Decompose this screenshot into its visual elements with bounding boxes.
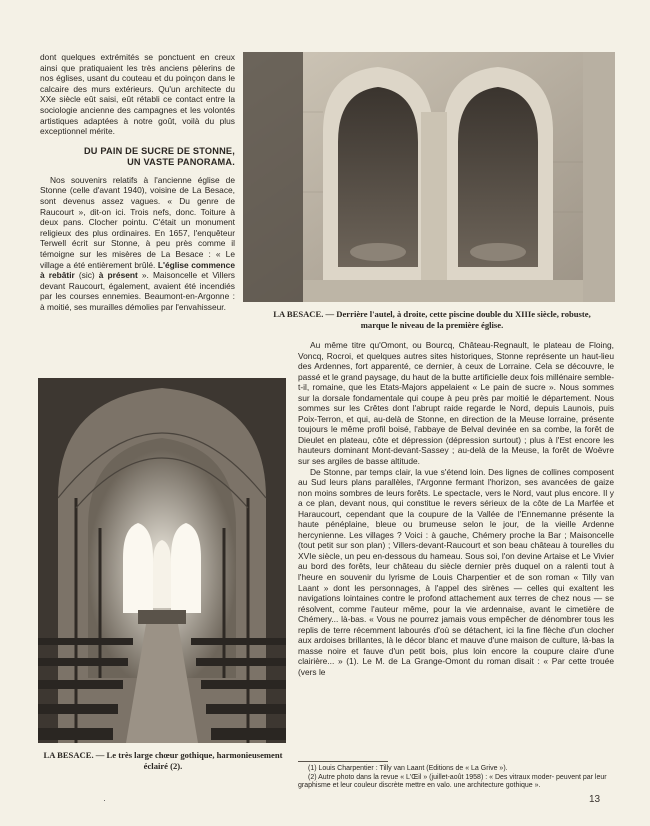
section-heading-line2: UN VASTE PANORAMA.	[127, 156, 235, 167]
footnote-rule	[298, 761, 388, 762]
bold-quote: L'église commence à rebâtir	[40, 259, 235, 281]
bold-quote: à présent	[98, 270, 138, 281]
paragraph-text: ». Maisoncelle et Villers devant Raucourt, également, avaient été incendiés par les courses ennemies. Beaumont-en-Argonne : à moitié, ses murailles démolies par l'envahisseur.	[40, 270, 235, 312]
photo-altar-piscina	[243, 52, 615, 302]
footnote-1: (1) Louis Charpentier : Tilly van Laant (Editions de « La Grive »).	[308, 765, 508, 772]
paragraph-text: Nos souvenirs relatifs à l'ancienne église de Stonne (celle d'avant 1940), voisine de La Besace, sont devenus assez vagues. « Du genre de Raucourt », dit-on ici. Trois nefs, donc. Toiture à deux pans. Clocher pointu. C'était un monument religieux des plus ordinaires. En 1657, l'enquêteur Terwell écrit sur Stonne, à peu près comme il témoigne sur les misères de La Besace : « Le village a été entièrement brûlé.	[40, 174, 235, 270]
intro-paragraph: dont quelques extrémités se ponctuent en creux ainsi que pratiquaient les très anciens pèlerins de nos églises, usant du couteau et du poinçon dans le calcaire des murs extérieurs. Qu'un architecte du XXe siècle eût saisi, eût rétabli ce contact entre la sociologie ancienne des campagnes et les volontés artistiques adaptées à notre goût, voilà du plus exceptionnel mérite.	[40, 52, 235, 137]
gothic-choir-illustration	[38, 378, 286, 743]
bottom-dot: ·	[103, 795, 106, 805]
footnotes	[298, 761, 614, 791]
photo-gothic-choir	[38, 378, 286, 743]
section-heading	[40, 146, 235, 168]
stonne-paragraph	[40, 175, 235, 313]
caption-bottom-photo: LA BESACE. — Le très large chœur gothique, harmonieusement éclairé (2).	[43, 750, 283, 771]
right-column-text	[298, 340, 614, 678]
paragraph-text: (sic)	[74, 270, 99, 281]
footnote-2: (2) Autre photo dans la revue « L'Œil » (juillet-août 1958) : « Des vitraux moder- peuvent par leur graphisme et leur couleur discrète mettre en valo. une architecture gothique ».	[298, 773, 607, 790]
caption-top-photo: LA BESACE. — Derrière l'autel, à droite, cette piscine double du XIIIe siècle, robuste, marque le niveau de la première église.	[273, 309, 591, 330]
page-number: 13	[589, 794, 601, 805]
section-heading-line1: DU PAIN DE SUCRE DE STONNE,	[83, 145, 235, 156]
panorama-paragraph-1: Au même titre qu'Omont, ou Bourcq, Château-Regnault, le plateau de Floing, Voncq, Rocroi, et quelques autres sites historiques, Stonne représente un haut-lieu des Ardennes, fort apparenté, ce dernier, à ceux de Lorraine. Cela se découvre, le passé et le grand paysage, du haut de la butte artificielle deux fois millénaire semble-t-il, romaine, que les Etats-Majors appelaient « Le pain de sucre ». Nous sommes sur la dorsale fondamentale qui coupe à peu près par moitié le département. Nous sommes sur les Crêtes dont l'abrupt raide regarde le Nord, depuis Launois, puis Poix-Terron, et qui, au-delà de Stonne, en direction de la Meuse lorraine, présente toujours le même profil boisé, l'abbaye de Belval devinée en sa combe, la forêt de Dieulet en plateau, côte et dépression (dépression surtout) ; plus à l'Est encore les hauteurs dominant Mont-devant-Sassey ; au-delà de la Meuse, la forêt de Woëvre sur ses argiles de basse altitude.	[298, 340, 614, 467]
altar-piscina-illustration	[243, 52, 615, 302]
panorama-paragraph-2: De Stonne, par temps clair, la vue s'étend loin. Des lignes de collines composent au Sud leurs plans parallèles, l'Argonne fermant l'horizon, ses avancées de gaize non moins sombres de leurs forêts. Le spectacle, vers le Nord, vaut plus encore. Il y a ce plan, devant nous, qui constitue le revers sérieux de la côte de La Marfée et Haraucourt, cependant que la coupure de la Vallée de l'Ennemanne présente la haute pénéplaine, bleue ou brumeuse selon le jour, de la vieille Ardenne hercynienne. Les villages ? Voici : à gauche, Chémery proche la Bar ; Maisoncelle (tout petit sur son plan) ; Villers-devant-Raucourt et son beau château à tourelles du XVIe siècle, un peu en-dessous du hameau. Sous soi, l'on devine Artaise et Le Vivier au bord des forêts, leur château du siècle dernier près duquel on a ralenti tout à l'heure en souvenir du lyrisme de Louis Charpentier et de son roman « Tilly van Laant » dont les personnages, à l'appel des sirènes — celles qui exaltent les navigations lointaines contre le profond attachement aux terres de chez nous — se résolvent, comme l'auteur même, pour la vie ardennaise, avant le cimetière de Chémery... là-bas. « Vous ne pourrez jamais vous empêcher de dénombrer tous les replis de terre récemment labourés d'où se détachent, ici la fine flèche d'un clocher aux ardoises brillantes, là le décor blanc et mauve d'une maison de culture, là-bas la masse noire et fauve d'un petit bois, plus loin encore la coupure claire d'une clairière... » (1). Le M. de La Grange-Omont du roman disait : « Par cette trouée (vers le	[298, 466, 614, 677]
left-column-text	[40, 52, 235, 312]
